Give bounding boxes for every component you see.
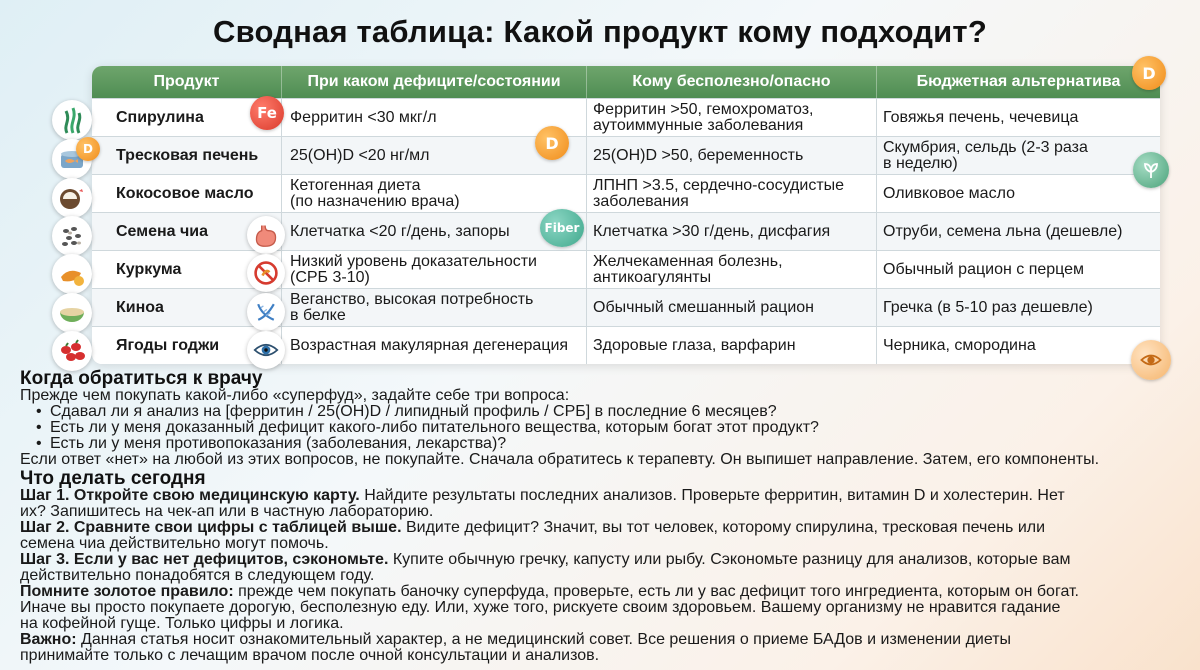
danger-cell-line: Клетчатка >30 г/день, дисфагия xyxy=(593,222,831,240)
fiber-badge-icon: Fiber xyxy=(540,209,584,247)
golden-rule-cont: на кофейной гуще. Только цифры и логика. xyxy=(20,615,344,632)
important-note-cont: принимайте только с лечащим врачом после очной консультации и анализов. xyxy=(20,647,600,664)
vitamin-d-small-badge-icon: D xyxy=(76,137,100,161)
danger-cell xyxy=(587,289,877,326)
alternative-cell-line: Скумбрия, сельдь (2-3 раза xyxy=(883,138,1088,156)
danger-cell-line: ЛПНП >3.5, сердечно-сосудистые xyxy=(593,176,845,194)
danger-cell-line: Обычный смешанный рацион xyxy=(593,298,814,316)
alternative-cell-line: Говяжья печень, чечевица xyxy=(883,108,1079,126)
alternative-cell xyxy=(877,289,1160,326)
quinoa-bowl-icon xyxy=(52,293,92,333)
condition-cell xyxy=(282,175,587,212)
alternative-cell xyxy=(877,327,1160,364)
alternative-cell-line: Обычный рацион с перцем xyxy=(883,260,1085,278)
iron-badge-icon: Fe xyxy=(250,96,284,130)
product-name: Спирулина xyxy=(92,99,282,136)
stomach-icon xyxy=(247,216,285,254)
danger-cell-line: аутоиммунные заболевания xyxy=(593,116,804,134)
alternative-cell-line: Оливковое масло xyxy=(883,184,1015,202)
turmeric-icon xyxy=(52,254,92,294)
doctor-bullet: • Сдавал ли я анализ на [ферритин / 25(OH)D / липидный профиль / СРБ] в последние 6 месяцев? xyxy=(20,404,1190,420)
alternative-cell-line: Отруби, семена льна (дешевле) xyxy=(883,222,1123,240)
product-name: Киноа xyxy=(92,289,282,326)
product-name: Тресковая печень xyxy=(92,137,282,174)
today-heading: Что делать сегодня xyxy=(20,468,206,489)
danger-cell-line: антикоагулянты xyxy=(593,268,712,286)
alternative-cell-line: Черника, смородина xyxy=(883,336,1036,354)
product-name: Кокосовое масло xyxy=(92,175,282,212)
condition-cell-line: Низкий уровень доказательности xyxy=(290,252,537,270)
danger-cell xyxy=(587,213,877,250)
danger-cell-line: Желчекаменная болезнь, xyxy=(593,252,783,270)
seaweed-icon xyxy=(52,100,92,140)
condition-cell-line: Кетогенная диета xyxy=(290,176,421,194)
product-name: Куркума xyxy=(92,251,282,288)
header-product: Продукт xyxy=(92,66,282,98)
danger-cell xyxy=(587,99,877,136)
header-condition: При каком дефиците/состоянии xyxy=(282,66,587,98)
alternative-cell xyxy=(877,251,1160,288)
condition-cell-line: Веганство, высокая потребность xyxy=(290,290,534,308)
doctor-bullet: • Есть ли у меня противопоказания (заболевания, лекарства)? xyxy=(20,436,1190,452)
doctor-outro: Если ответ «нет» на любой из этих вопросов, не покупайте. Сначала обратитесь к терапевту. Он выпишет направление. Затем, его компоненты. xyxy=(20,451,1100,468)
danger-cell-line: 25(OH)D >50, беременность xyxy=(593,146,804,164)
table-header xyxy=(92,66,1160,98)
doctor-heading: Когда обратиться к врачу xyxy=(20,368,263,389)
coconut-icon xyxy=(52,178,92,218)
golden-rule: Помните золотое правило: прежде чем покупать баночку суперфуда, проверьте, есть ли у вас дефицит того ингредиента, которым он богат. xyxy=(20,583,1079,600)
condition-cell-line: Возрастная макулярная дегенерация xyxy=(290,336,569,354)
no-evidence-icon xyxy=(247,254,285,292)
alternative-cell xyxy=(877,213,1160,250)
table-row xyxy=(92,174,1160,212)
alternative-cell xyxy=(877,175,1160,212)
step-3: Шаг 3. Если у вас нет дефицитов, сэкономьте. Купите обычную гречку, капусту или рыбу. Сэкономьте разницу для анализов, которые вам xyxy=(20,551,1071,568)
danger-cell-line: заболевания xyxy=(593,192,689,210)
danger-cell xyxy=(587,175,877,212)
product-name: Ягоды годжи xyxy=(92,327,282,364)
text-content xyxy=(20,370,1190,664)
danger-cell-line: Ферритин >50, гемохроматоз, xyxy=(593,100,814,118)
condition-cell xyxy=(282,251,587,288)
goji-berries-icon xyxy=(52,331,92,371)
alternative-cell xyxy=(877,137,1160,174)
condition-cell-line: Клетчатка <20 г/день, запоры xyxy=(290,222,510,240)
step-1: Шаг 1. Откройте свою медицинскую карту. Найдите результаты последних анализов. Проверьте ферритин, витамин D и холестерин. Нет xyxy=(20,487,1065,504)
alternative-cell-line: Гречка (в 5-10 раз дешевле) xyxy=(883,298,1093,316)
product-name: Семена чиа xyxy=(92,213,282,250)
danger-cell-line: Здоровые глаза, варфарин xyxy=(593,336,796,354)
eye-icon xyxy=(247,331,285,369)
header-danger: Кому бесполезно/опасно xyxy=(587,66,877,98)
chia-seeds-icon xyxy=(52,216,92,256)
condition-cell-line: (СРБ 3-10) xyxy=(290,268,370,286)
condition-cell xyxy=(282,289,587,326)
important-note: Важно: Данная статья носит ознакомительный характер, а не медицинский совет. Все решения о приеме БАДов и изменении диеты xyxy=(20,631,1012,648)
danger-cell xyxy=(587,327,877,364)
condition-cell-line: Ферритин <30 мкг/л xyxy=(290,108,437,126)
danger-cell xyxy=(587,137,877,174)
condition-cell-line: (по назначению врача) xyxy=(290,192,460,210)
danger-cell xyxy=(587,251,877,288)
leaf-badge-icon xyxy=(1133,152,1169,188)
step-2-cont: семена чиа действительно могут помочь. xyxy=(20,535,329,552)
step-3-cont: действительно понадобятся в следующем году. xyxy=(20,567,375,584)
alternative-cell-line: в неделю) xyxy=(883,154,958,172)
page-title: Сводная таблица: Какой продукт кому подходит? xyxy=(213,14,987,49)
vitamin-d-badge-icon: D xyxy=(535,126,569,160)
dna-icon xyxy=(247,293,285,331)
step-2: Шаг 2. Сравните свои цифры с таблицей выше. Видите дефицит? Значит, вы тот человек, которому спирулина, тресковая печень или xyxy=(20,519,1046,536)
condition-cell xyxy=(282,327,587,364)
alternative-cell xyxy=(877,99,1160,136)
condition-cell-line: в белке xyxy=(290,306,346,324)
doctor-intro: Прежде чем покупать какой-либо «суперфуд», задайте себе три вопроса: xyxy=(20,387,570,404)
table-row xyxy=(92,136,1160,174)
step-1-cont: их? Запишитесь на чек-ап или в частную лабораторию. xyxy=(20,503,434,520)
doctor-bullet: • Есть ли у меня доказанный дефицит какого-либо питательного вещества, которым богат этот продукт? xyxy=(20,420,1190,436)
condition-cell-line: 25(OH)D <20 нг/мл xyxy=(290,146,430,164)
header-alternative: Бюджетная альтернатива xyxy=(916,73,1121,90)
golden-rule-cont: Иначе вы просто покупаете дорогую, бесполезную еду. Или, хуже того, рискуете своим здоровьем. Вашему организму не нравится гадание xyxy=(20,599,1061,616)
vitamin-d-corner-badge-icon: D xyxy=(1132,56,1166,90)
